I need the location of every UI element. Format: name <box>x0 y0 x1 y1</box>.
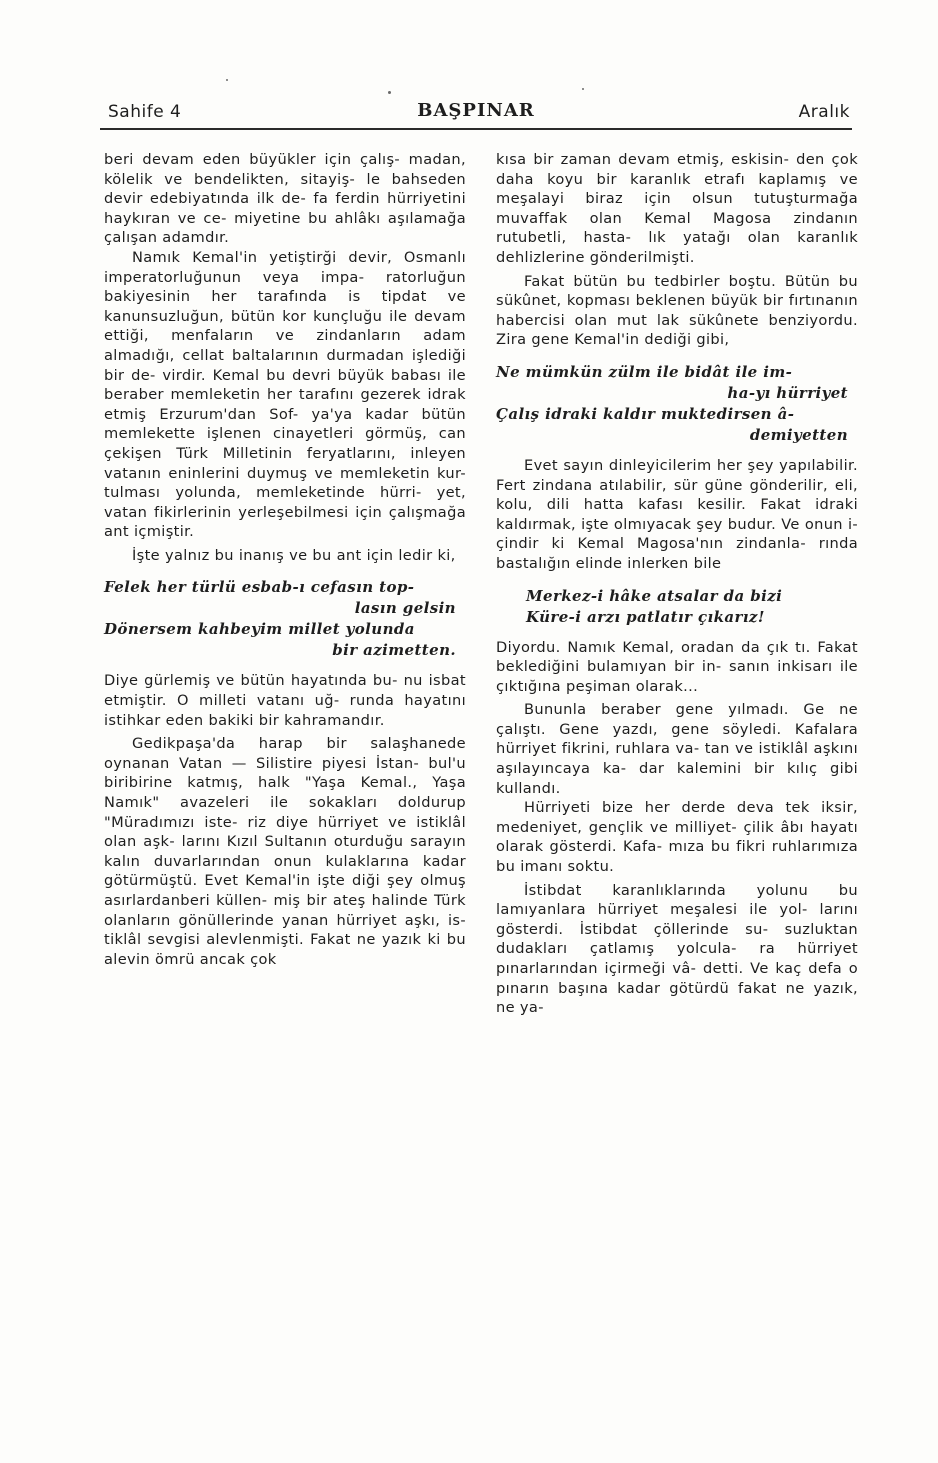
verse-line: Küre-i arzı patlatır çıkarız! <box>526 607 765 626</box>
issue-month: Aralık <box>798 102 850 122</box>
verse-block <box>496 586 858 628</box>
verse-line: Ne mümkün zülm ile bidât ile im- <box>496 362 793 381</box>
newspaper-title: BAŞPINAR <box>417 100 535 121</box>
paragraph: İşte yalnız bu inanış ve bu ant için ledir ki, <box>132 546 456 564</box>
paragraph: beri devam eden büyükler için çalış- madan, kölelik ve bendelikten, sitayiş- le bahseden devir edebiyatında ilk de- fa ferdin hürriyetini haykıran ve ce- miyetine bu ahlâkı aşılamağa çalışan adamdır. <box>104 151 466 247</box>
paragraph: Gedikpaşa'da harap bir salaşhanede oynanan Vatan — Silistire piyesi İstan- bul'u biribirine katmış, halk "Yaşa Kemal., Yaşa Namık" avazeleri ile sokakları doldurup "Müradımızı iste- riz diye hürriyet ve istiklâl olan aşk- larını Kızıl Sultanın oturduğu sarayın kalın duvarlarından onun kulaklarına kadar götürmüştü. Evet Kemal'in işte diği şey olmuş asırlardanberi küllen- miş bir ateş halinde Türk olanların gönüllerinde yanan hürriyet aşkı, is- tiklâl sevgisi alevlenmişti. Fakat ne yazık ki bu alevin ömrü ancak çok <box>104 735 466 968</box>
left-column <box>104 150 466 969</box>
paragraph: Diyordu. Namık Kemal, oradan da çık tı. Fakat beklediğini bulamıyan bir in- sanın inkisarı ile çıktığına peşiman olarak... <box>496 638 858 695</box>
print-speck <box>582 88 584 90</box>
verse-line: demiyetten <box>749 425 848 444</box>
print-speck <box>388 91 391 94</box>
print-speck <box>226 79 228 81</box>
verse-line: ha-yı hürriyet <box>727 383 848 402</box>
paragraph: Evet sayın dinleyicilerim her şey yapılabilir. Fert zindana atılabilir, sür güne gönderilir, eli, kolu, dili hatta kafası kesilir. Fakat idraki kaldırmak, işte olmıyacak şey budur. Ve onun i- çindir ki Kemal Magosa'nın zindanla- rında bastalığın elinde inlerken bile <box>496 456 858 572</box>
verse-line: lasın gelsin <box>354 599 456 618</box>
verse-line: Merkez-i hâke atsalar da bizi <box>526 586 783 605</box>
verse-block <box>104 577 466 661</box>
header-rule <box>100 128 852 130</box>
verse-line: Çalış idraki kaldır muktedirsen â- <box>496 404 795 423</box>
verse-line: Felek her türlü esbab-ı cefasın top- <box>104 578 415 597</box>
paragraph: İstibdat karanlıklarında yolunu bu lamıyanlara hürriyet meşalesi ile yol- larını gösterdi. İstibdat çöllerinde su- suzluktan dudakları çatlamış yolcula- ra hürriyet pınarlarından içirmeği vâ- detti. Ve kaç defa o pınarın başına kadar götürdü fakat ne yazık, ne ya- <box>496 881 858 1017</box>
paragraph: Fakat bütün bu tedbirler boştu. Bütün bu sükûnet, kopması beklenen büyük bir fırtınanın habercisi olan mut lak sükûnete benziyordu. Zira gene Kemal'in dediği gibi, <box>496 272 858 349</box>
paragraph: Bununla beraber gene yılmadı. Ge ne çalıştı. Gene yazdı, gene söyledi. Kafalara hürriyet fikrini, ruhlara va- tan ve istiklâl aşkını aşılayıncaya ka- dar kalemini bir kılıç gibi kullandı. <box>496 701 858 797</box>
verse-line: bir azimetten. <box>332 641 456 660</box>
right-column <box>496 150 858 1018</box>
paragraph: kısa bir zaman devam etmiş, eskisin- den çok daha koyu bir karanlık etrafı kaplamış ve meşalayi biraz için olsun tutuşturmağa muvaffak olan Kemal Magosa zindanın rutubetli, hasta- lık yatağı olan karanlık dehlizlerine gönderilmişti. <box>496 151 858 266</box>
page-header <box>100 96 852 130</box>
verse-block <box>496 362 858 446</box>
page-number: Sahife 4 <box>108 102 182 122</box>
paragraph: Diye gürlemiş ve bütün hayatında bu- nu isbat etmiştir. O milleti vatanı uğ- runda hayatını istihkar eden bakiki bir kahramandır. <box>104 672 466 729</box>
verse-line: Dönersem kahbeyim millet yolunda <box>104 620 415 639</box>
paragraph: Namık Kemal'in yetiştirği devir, Osmanlı imperatorluğunun veya impa- ratorluğun bakiyesinin her tarafında is tipdat ve kanunsuzluğun, bütün kor kunçluğu ile devam ettiği, menfaların ve zindanların adam almadığı, cellat baltalarının durmadan işlediği bir de- virdir. Kemal bu devri büyük babası ile beraber memleketin her tarafını gezerek idrak etmiş Erzurum'dan Sof- ya'ya kadar bütün memlekette işlenen cinayetleri görmüş, can çekişen Türk Milletinin feryatlarını, inleyen vatanın eninlerini duymuş ve memleketin kur- tulması yolunda, memleketinde hürri- yet, vatan fikirlerinin yerleşebilmesi için çalışmağa ant içmiştir. <box>104 248 466 541</box>
paragraph: Hürriyeti bize her derde deva tek iksir, medeniyet, gençlik ve milliyet- çilik âbı hayatı olarak gösterdi. Kafa- mıza bu fikri ruhlarımıza bu imanı soktu. <box>496 799 858 876</box>
